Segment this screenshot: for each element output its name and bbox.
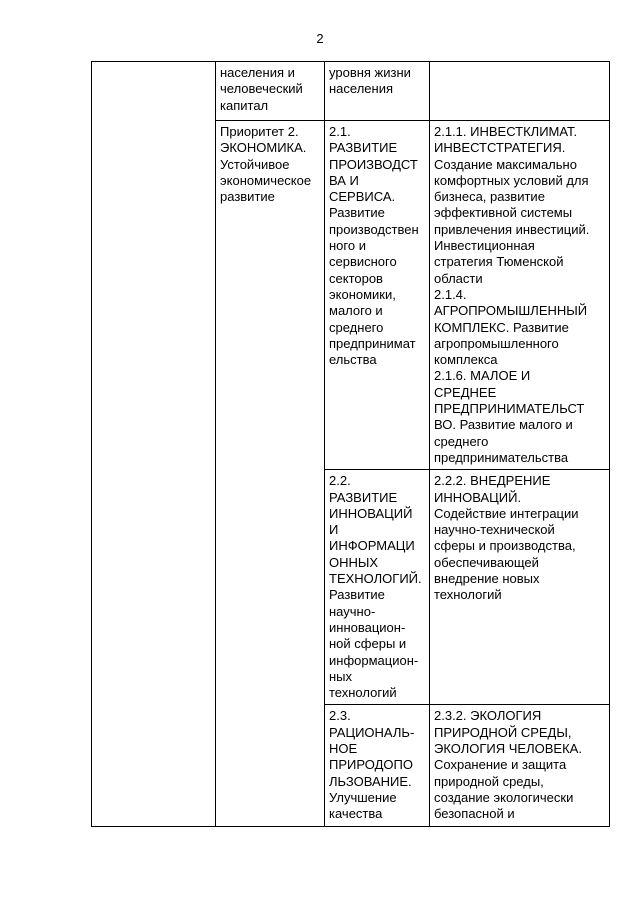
- program-cell: [430, 62, 610, 121]
- table-row: [92, 62, 610, 121]
- empty-number-cell: [92, 62, 216, 827]
- direction-cell: 2.2. РАЗВИТИЕ ИННОВАЦИЙ И ИНФОРМАЦИ ОННЫХ ТЕХНОЛОГИЙ. Развитие научно- инновацион- ной сферы и информацион- ных технологий: [325, 470, 430, 705]
- program-cell: 2.1.1. ИНВЕСТКЛИМАТ. ИНВЕСТСТРАТЕГИЯ. Создание максимально комфортных условий для бизнеса, развитие эффективной системы привлечения инвестиций. Инвестиционная стратегия Тюменской области 2.1.4. АГРОПРОМЫШЛЕННЫЙ КОМПЛЕКС. Развитие агропромышленного комплекса 2.1.6. МАЛОЕ И СРЕДНЕЕ ПРЕДПРИНИМАТЕЛЬСТ ВО. Развитие малого и среднего предпринимательства: [430, 121, 610, 470]
- page-number: 2: [316, 31, 324, 46]
- direction-cell: 2.3. РАЦИОНАЛЬ- НОЕ ПРИРОДОПО ЛЬЗОВАНИЕ. Улучшение качества: [325, 705, 430, 827]
- strategy-table: [91, 61, 610, 827]
- direction-cell: уровня жизни населения: [325, 62, 430, 121]
- program-cell: 2.2.2. ВНЕДРЕНИЕ ИННОВАЦИЙ. Содействие интеграции научно-технической сферы и производства, обеспечивающей внедрение новых технологий: [430, 470, 610, 705]
- program-cell: 2.3.2. ЭКОЛОГИЯ ПРИРОДНОЙ СРЕДЫ, ЭКОЛОГИЯ ЧЕЛОВЕКА. Сохранение и защита природной среды, создание экологически безопасной и: [430, 705, 610, 827]
- priority-cell: населения и человеческий капитал: [216, 62, 325, 121]
- direction-cell: 2.1. РАЗВИТИЕ ПРОИЗВОДСТ ВА И СЕРВИСА. Развитие производствен ного и сервисного секторов экономики, малого и среднего предпринимат ельства: [325, 121, 430, 470]
- priority-cell: Приоритет 2. ЭКОНОМИКА. Устойчивое экономическое развитие: [216, 121, 325, 827]
